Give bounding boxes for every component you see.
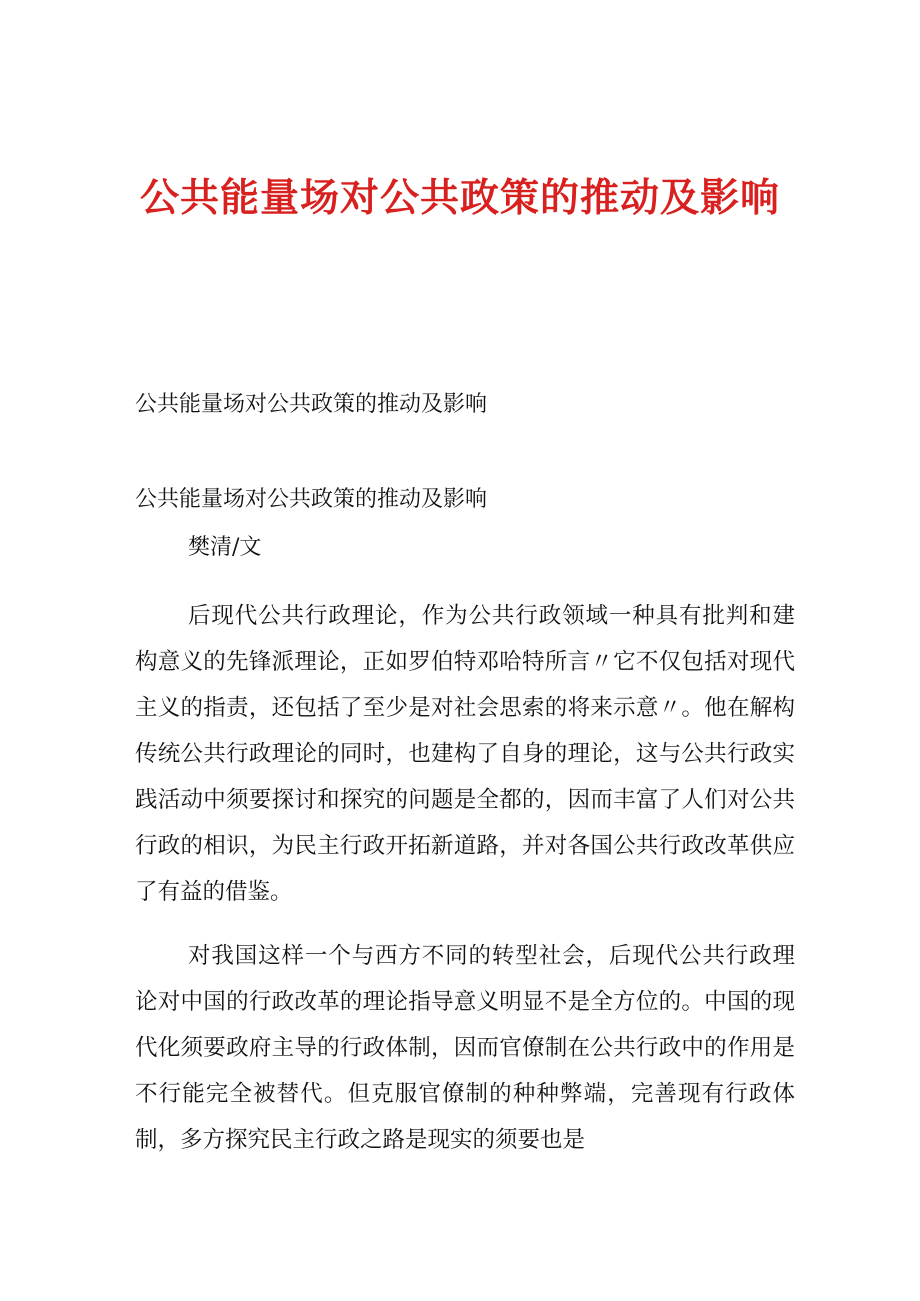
repeated-title-1: 公共能量场对公共政策的推动及影响 <box>135 392 488 417</box>
repeated-title-2: 公共能量场对公共政策的推动及影响 <box>135 487 488 512</box>
body-paragraph-2: 对我国这样一个与西方不同的转型社会，后现代公共行政理论对中国的行政改革的理论指导意义明显不是全方位的。中国的现代化须要政府主导的行政体制，因而官僚制在公共行政中的作用是不行能完全被替代。但克服官僚制的种种弊端，完善现有行政体制，多方探究民主行政之路是现实的须要也是 <box>135 942 795 1153</box>
document-title: 公共能量场对公共政策的推动及影响 <box>140 175 781 222</box>
body-paragraph-1: 后现代公共行政理论，作为公共行政领域一种具有批判和建构意义的先锋派理论，正如罗伯特邓哈特所言〃它不仅包括对现代主义的指责，还包括了至少是对社会思索的将来示意〃。他在解构传统公共行政理论的同时，也建构了自身的理论，这与公共行政实践活动中须要探讨和探究的问题是全都的，因而丰富了人们对公共行政的相识，为民主行政开拓新道路，并对各国公共行政改革供应了有益的借鉴。 <box>135 602 795 905</box>
author-line: 樊清/文 <box>188 535 262 560</box>
